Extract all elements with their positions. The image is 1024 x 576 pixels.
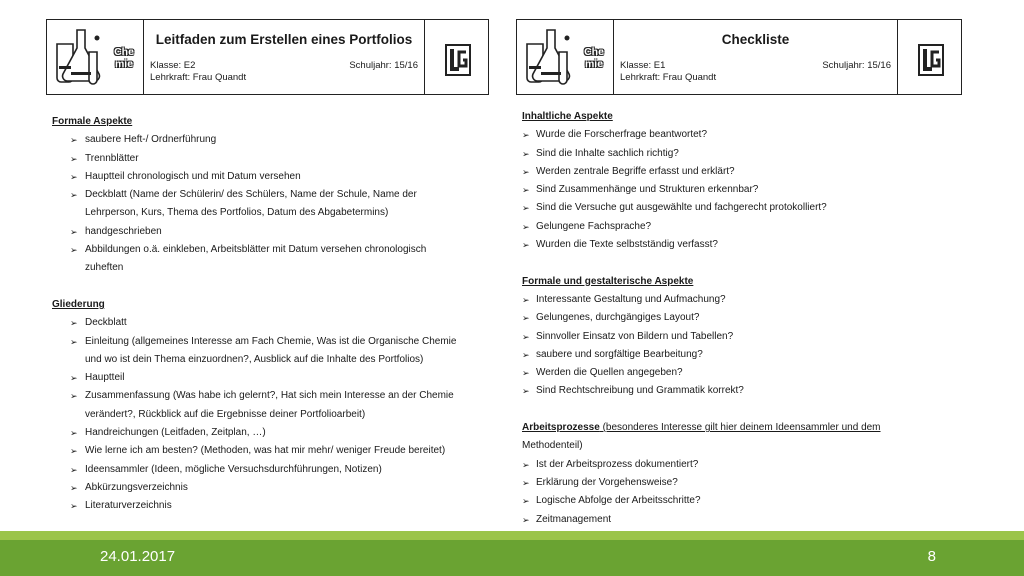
item-text: Ist der Arbeitsprozess dokumentiert? — [536, 458, 699, 470]
item-text: Hauptteil — [85, 372, 125, 384]
bullet-arrow-icon: ➢ — [522, 185, 530, 196]
checklist-item — [522, 126, 962, 144]
bullet-arrow-icon: ➢ — [522, 386, 530, 397]
section-heading-text: Arbeitsprozesse — [522, 422, 600, 434]
class-label: Klasse: E2 — [150, 60, 196, 71]
item-text: verändert?, Rückblick auf die Ergebnisse deiner Portfolioarbeit) — [85, 408, 366, 420]
item-text: handgeschrieben — [85, 225, 162, 237]
page-number: 8 — [927, 548, 936, 565]
flask-icon — [51, 26, 107, 86]
bullet-arrow-icon: ➢ — [70, 336, 78, 347]
bullet-item — [52, 241, 484, 259]
teacher-label: Lehrkraft: Frau Quandt — [150, 72, 247, 83]
checklist-item — [522, 236, 962, 254]
bullet-item — [52, 479, 484, 497]
item-text: und wo ist dein Thema einzuordnen?, Ausblick auf die Inhalte des Portfolios) — [85, 353, 424, 365]
checklist-item — [522, 218, 962, 236]
section-spacer — [52, 278, 484, 296]
checklist-item — [522, 163, 962, 181]
bullet-item — [52, 369, 484, 387]
item-text: Gelungenes, durchgängiges Layout? — [536, 312, 700, 324]
school-logo — [424, 20, 488, 94]
bullet-item-continuation — [52, 351, 484, 369]
bullet-item — [52, 168, 484, 186]
bullet-item — [52, 314, 484, 332]
bullet-arrow-icon: ➢ — [70, 245, 78, 256]
item-text: saubere und sorgfältige Bearbeitung? — [536, 348, 703, 360]
doc-title: Leitfaden zum Erstellen eines Portfolios — [155, 32, 413, 47]
bullet-arrow-icon: ➢ — [522, 331, 530, 342]
item-text: Sind Rechtschreibung und Grammatik korrekt? — [536, 385, 744, 397]
section-spacer — [522, 254, 962, 272]
checklist-item — [522, 492, 962, 510]
class-label: Klasse: E1 — [620, 60, 666, 71]
bullet-arrow-icon: ➢ — [522, 148, 530, 159]
section-heading: Gliederung — [52, 298, 105, 310]
bullet-arrow-icon: ➢ — [70, 190, 78, 201]
item-text: Trennblätter — [85, 152, 139, 164]
checklist-item — [522, 474, 962, 492]
school-logo — [897, 20, 961, 94]
footer-date: 24.01.2017 — [100, 548, 176, 565]
item-text: Sind die Inhalte sachlich richtig? — [536, 147, 679, 159]
doc-title: Checkliste — [721, 32, 790, 47]
item-text: saubere Heft-/ Ordnerführung — [85, 134, 217, 146]
bullet-arrow-icon: ➢ — [522, 496, 530, 507]
item-text: zuheften — [85, 262, 124, 274]
chemistry-logo — [517, 20, 614, 94]
footer-accent-stripe — [0, 531, 1024, 540]
item-text: Lehrperson, Kurs, Thema des Portfolios, Datum des Abgabetermins) — [85, 207, 389, 219]
item-text: Werden die Quellen angegeben? — [536, 367, 683, 379]
bullet-item — [52, 223, 484, 241]
bullet-arrow-icon: ➢ — [522, 477, 530, 488]
right-doc-content — [522, 108, 962, 529]
bullet-arrow-icon: ➢ — [522, 203, 530, 214]
chemie-wordmark: Che mie — [584, 46, 604, 70]
bullet-arrow-icon: ➢ — [522, 221, 530, 232]
lg-logo-icon — [918, 44, 944, 76]
item-text: Abkürzungsverzeichnis — [85, 481, 188, 493]
item-text: Wie lerne ich am besten? (Methoden, was hat mir mehr/ weniger Freude bereitet) — [85, 445, 446, 457]
item-text: Gelungene Fachsprache? — [536, 220, 652, 232]
section-spacer — [522, 401, 962, 419]
item-text: Literaturverzeichnis — [85, 500, 172, 512]
checklist-item — [522, 291, 962, 309]
bullet-arrow-icon: ➢ — [522, 313, 530, 324]
bullet-arrow-icon: ➢ — [522, 240, 530, 251]
chemie-wordmark: Che mie — [114, 46, 134, 70]
item-text: Handreichungen (Leitfaden, Zeitplan, …) — [85, 427, 266, 439]
bullet-arrow-icon: ➢ — [70, 153, 78, 164]
checklist-item — [522, 511, 962, 529]
checklist-item — [522, 328, 962, 346]
checklist-item — [522, 199, 962, 217]
item-text: Logische Abfolge der Arbeitsschritte? — [536, 495, 701, 507]
bullet-arrow-icon: ➢ — [70, 373, 78, 384]
section-heading — [522, 419, 962, 437]
bullet-arrow-icon: ➢ — [70, 446, 78, 457]
item-text: Ideensammler (Ideen, mögliche Versuchsdurchführungen, Notizen) — [85, 463, 382, 475]
bullet-item — [52, 150, 484, 168]
item-text: Zusammenfassung (Was habe ich gelernt?, Hat sich mein Interesse an der Chemie — [85, 390, 454, 402]
checklist-item — [522, 309, 962, 327]
bullet-arrow-icon: ➢ — [70, 501, 78, 512]
bullet-item — [52, 461, 484, 479]
item-text: Werden zentrale Begriffe erfasst und erklärt? — [536, 165, 735, 177]
chemistry-logo — [47, 20, 144, 94]
section-heading: Formale Aspekte — [52, 116, 133, 127]
bullet-arrow-icon: ➢ — [522, 368, 530, 379]
section-heading-note-continued: Methodenteil) — [522, 440, 583, 452]
bullet-arrow-icon: ➢ — [70, 428, 78, 439]
bullet-item — [52, 442, 484, 460]
item-text: Sinnvoller Einsatz von Bildern und Tabellen? — [536, 330, 734, 342]
checklist-item — [522, 145, 962, 163]
bullet-item — [52, 424, 484, 442]
bullet-arrow-icon: ➢ — [70, 391, 78, 402]
item-text: Hauptteil chronologisch und mit Datum versehen — [85, 170, 301, 182]
item-text: Einleitung (allgemeines Interesse am Fach Chemie, Was ist die Organische Chemie — [85, 335, 457, 347]
checklist-item — [522, 364, 962, 382]
item-text: Sind Zusammenhänge und Strukturen erkennbar? — [536, 184, 759, 196]
flask-icon — [521, 26, 577, 86]
teacher-label: Lehrkraft: Frau Quandt — [620, 72, 717, 83]
bullet-item — [52, 387, 484, 405]
item-text: Wurden die Texte selbstständig verfasst? — [536, 239, 718, 251]
bullet-arrow-icon: ➢ — [70, 171, 78, 182]
item-text: Deckblatt — [85, 317, 127, 329]
item-text: Abbildungen o.ä. einkleben, Arbeitsblätter mit Datum versehen chronologisch — [85, 244, 427, 256]
section-heading-note: (besonderes Interesse gilt hier deinem Ideensammler und dem — [599, 422, 881, 434]
item-text: Zeitmanagement — [536, 513, 612, 525]
bullet-arrow-icon: ➢ — [522, 514, 530, 525]
lg-logo-icon — [445, 44, 471, 76]
bullet-arrow-icon: ➢ — [70, 464, 78, 475]
checklist-item — [522, 456, 962, 474]
checklist-item — [522, 181, 962, 199]
checklist-item — [522, 382, 962, 400]
item-text: Deckblatt (Name der Schülerin/ des Schülers, Name der Schule, Name der — [85, 189, 417, 201]
bullet-arrow-icon: ➢ — [522, 130, 530, 141]
item-text: Erklärung der Vorgehensweise? — [536, 476, 678, 488]
bullet-arrow-icon: ➢ — [522, 459, 530, 470]
left-doc-header — [46, 19, 489, 95]
bullet-arrow-icon: ➢ — [70, 482, 78, 493]
section-heading — [522, 273, 962, 291]
bullet-arrow-icon: ➢ — [70, 226, 78, 237]
bullet-arrow-icon: ➢ — [522, 294, 530, 305]
bullet-item — [52, 186, 484, 204]
item-text: Wurde die Forscherfrage beantwortet? — [536, 129, 708, 141]
right-doc-header — [516, 19, 962, 95]
section-heading-text: Formale und gestalterische Aspekte — [522, 275, 694, 287]
school-year-label: Schuljahr: 15/16 — [349, 60, 418, 71]
bullet-item — [52, 333, 484, 351]
bullet-item — [52, 131, 484, 149]
bullet-item-continuation — [52, 406, 484, 424]
bullet-arrow-icon: ➢ — [522, 349, 530, 360]
item-text: Interessante Gestaltung und Aufmachung? — [536, 293, 726, 305]
section-heading-text: Inhaltliche Aspekte — [522, 111, 613, 122]
bullet-arrow-icon: ➢ — [70, 135, 78, 146]
checklist-item — [522, 346, 962, 364]
bullet-arrow-icon: ➢ — [522, 166, 530, 177]
bullet-arrow-icon: ➢ — [70, 318, 78, 329]
bullet-item-continuation — [52, 259, 484, 277]
item-text: Sind die Versuche gut ausgewählte und fachgerecht protokolliert? — [536, 202, 827, 214]
school-year-label: Schuljahr: 15/16 — [822, 60, 891, 71]
left-doc-content — [52, 113, 484, 516]
bullet-item-continuation — [52, 204, 484, 222]
bullet-item — [52, 497, 484, 515]
section-heading — [522, 108, 962, 126]
slide-footer — [0, 540, 1024, 576]
